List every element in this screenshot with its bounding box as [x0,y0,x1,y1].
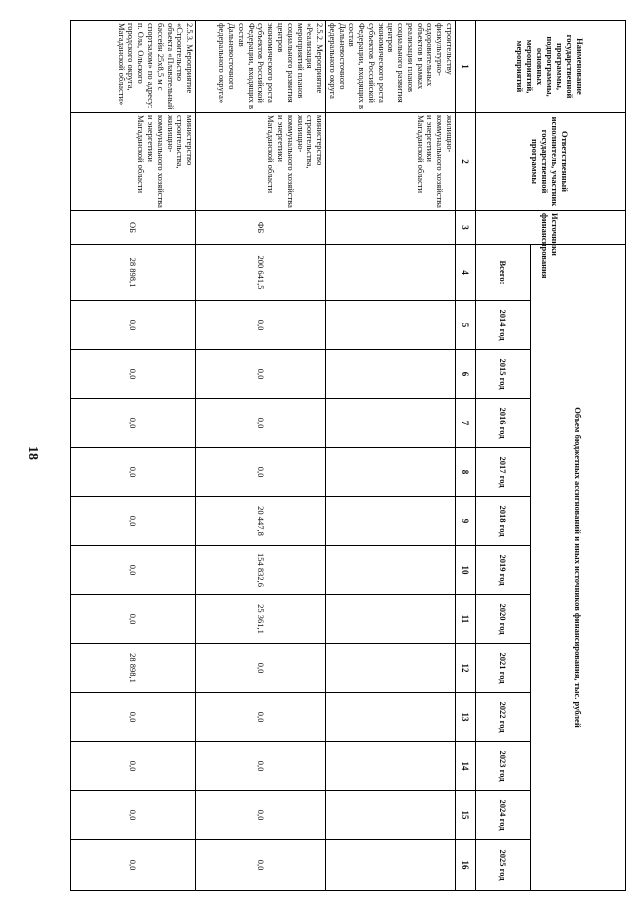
column-number: 2 [456,113,476,211]
row-value: 0,0 [71,350,196,399]
row-value: 0,0 [196,693,326,742]
row-value: 0,0 [71,399,196,448]
row-value: 0,0 [71,791,196,840]
header-year: 2017 год [476,448,531,497]
column-number: 12 [456,644,476,693]
header-source: Источники финансирования [476,211,626,245]
row-executor: жилищно-коммунального хозяйства и энергетики Магаданской области [326,113,456,211]
header-year: 2018 год [476,497,531,546]
row-value: 28 898,1 [71,644,196,693]
row-name: 2.5.2. Мероприятие «Реализация мероприятий планов социального развития центров экономического роста субъектов Российской Федерации, входящих в состав Дальневосточного федерального округа» [196,21,326,113]
column-number: 5 [456,301,476,350]
header-total: Всего: [476,245,531,301]
header-name: Наименование государственной программы, подпрограммы, основных мероприятий, мероприятий [476,21,626,113]
column-number: 1 [456,21,476,113]
header-year: 2025 год [476,840,531,891]
row-total: 28 898,1 [71,245,196,301]
row-value [326,399,456,448]
column-number: 10 [456,546,476,595]
table-row [326,21,456,891]
header-year: 2016 год [476,399,531,448]
financing-table [70,20,626,891]
column-number: 15 [456,791,476,840]
column-number: 9 [456,497,476,546]
header-year: 2014 год [476,301,531,350]
row-value: 0,0 [196,644,326,693]
row-value [326,791,456,840]
header-year: 2024 год [476,791,531,840]
row-value [326,301,456,350]
row-value: 0,0 [71,546,196,595]
row-value: 0,0 [71,448,196,497]
row-executor: министерство строительства, жилищно-коммунального хозяйства и энергетики Магаданской области [196,113,326,211]
column-number: 14 [456,742,476,791]
column-number: 11 [456,595,476,644]
row-value: 0,0 [196,742,326,791]
row-value [326,742,456,791]
row-value: 25 361,1 [196,595,326,644]
page-number: 18 [25,446,40,460]
row-value: 0,0 [71,301,196,350]
column-number: 8 [456,448,476,497]
table-row [71,21,196,891]
row-value: 20 447,8 [196,497,326,546]
row-value [326,644,456,693]
row-source [326,211,456,245]
row-value [326,546,456,595]
row-source: ОБ [71,211,196,245]
table-row [196,21,326,891]
row-name: строительству физкультурно-оздоровительных объектов в рамках реализации планов социального развития центров экономического роста субъектов Российской Федерации, входящих в состав Дальневосточного федерального округа [326,21,456,113]
row-value [326,448,456,497]
row-value: 0,0 [196,448,326,497]
row-value: 0,0 [71,595,196,644]
column-number: 4 [456,245,476,301]
row-value: 154 832,6 [196,546,326,595]
row-value: 0,0 [71,693,196,742]
row-value: 0,0 [71,840,196,891]
column-number: 3 [456,211,476,245]
row-name: 2.5.3. Мероприятие «Строительство объекта «Плавательный бассейн 25х8,5 м с спортзалом» по адресу: п. Ола, Ольского городского округа, Магаданской области» [71,21,196,113]
row-value: 0,0 [196,399,326,448]
row-total: 200 641,5 [196,245,326,301]
row-value: 0,0 [71,742,196,791]
header-executor: Ответственный исполнитель, участник государственной программы [476,113,626,211]
row-value [326,497,456,546]
header-volume: Объем бюджетных ассигнований и иных источников финансирования, тыс. рублей [531,245,626,891]
header-year: 2021 год [476,644,531,693]
row-value [326,595,456,644]
header-year: 2020 год [476,595,531,644]
row-value [326,840,456,891]
header-year: 2023 год [476,742,531,791]
row-value: 0,0 [196,791,326,840]
row-value: 0,0 [71,497,196,546]
header-year: 2019 год [476,546,531,595]
column-number: 13 [456,693,476,742]
row-total [326,245,456,301]
column-number: 6 [456,350,476,399]
row-value: 0,0 [196,840,326,891]
row-executor: министерство строительства, жилищно-коммунального хозяйства и энергетики Магаданской области [71,113,196,211]
column-number: 7 [456,399,476,448]
row-value [326,693,456,742]
rotated-table-container [48,20,626,890]
header-year: 2015 год [476,350,531,399]
row-value [326,350,456,399]
row-source: ФБ [196,211,326,245]
column-number: 16 [456,840,476,891]
row-value: 0,0 [196,301,326,350]
header-year: 2022 год [476,693,531,742]
row-value: 0,0 [196,350,326,399]
